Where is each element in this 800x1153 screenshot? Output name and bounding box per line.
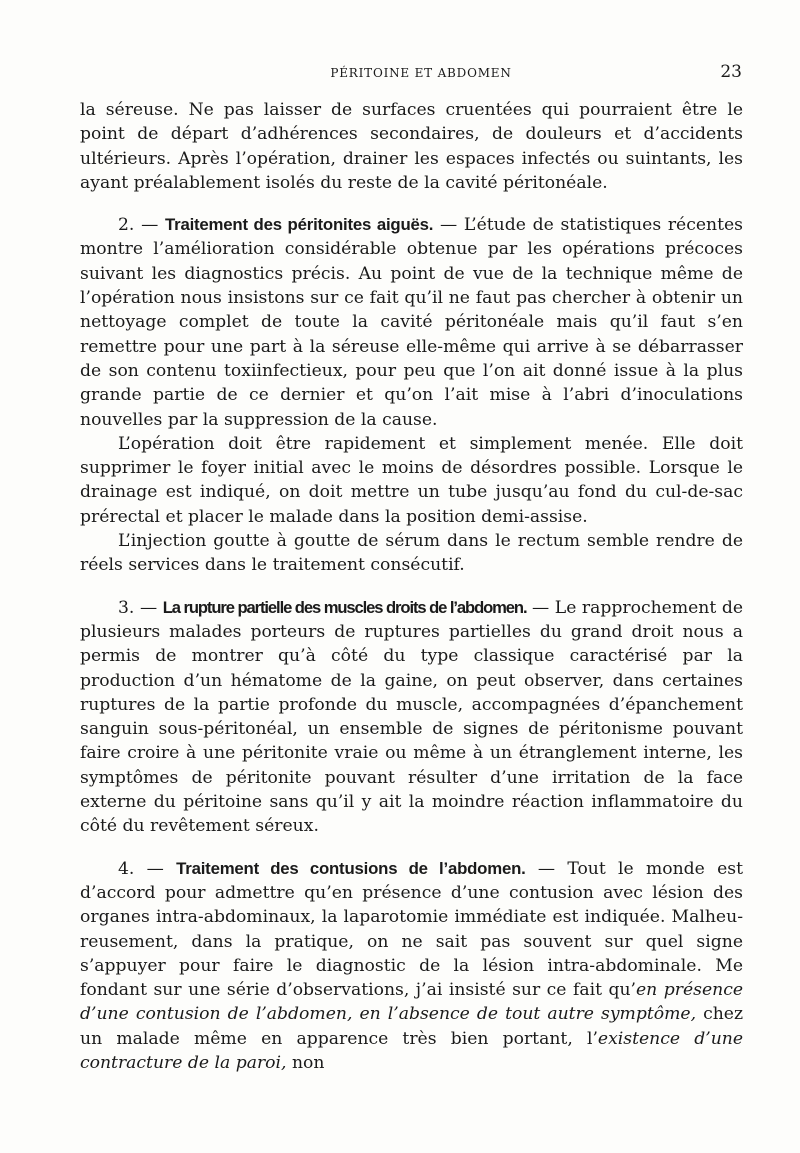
page-body [80, 98, 743, 1075]
section-4-text-c: non [286, 1052, 325, 1073]
section-4-emphasis-1: en présence d’une contusion de l’abdomen, en l’absence de tout autre symptôme, [80, 980, 743, 1025]
running-title: PÉRITOINE ET ABDOMEN [330, 66, 512, 80]
section-4-emphasis-2: existence d’une contracture de la paroi, [80, 1028, 744, 1073]
section-3-text: — Le rapprochement de plusieurs malades porteurs de ruptures partielles du grand droit nous a permis de montrer qu’à côté du type classique caractérisé par la production d’un hématome de la gaine, on peut observer, dans certaines ruptures de la partie profonde du muscle, accompagnées d’épanchement sanguin sous-péritonéal, un ensemble de signes de péritonisme pouvant faire croire à une péritonite vraie ou même à un étranglement interne, les symptômes de péritonite pouvant résulter d’une irritation de la face externe du péritoine sans qu’il y ait la moindre réaction inflammatoire du côté du revêtement séreux. [80, 597, 743, 837]
section-2-paragraph [80, 213, 743, 432]
section-2-number: 2. — [118, 215, 159, 236]
section-4-paragraph [80, 857, 743, 1076]
section-2-title: Traitement des péritonites aiguës. [164, 215, 434, 235]
section-2-paragraph-3: L’injection goutte à goutte de sérum dans le rectum semble rendre de réels services dans le traitement consécutif. [80, 531, 743, 576]
section-4-text-a: — Tout le monde est d’accord pour admettre qu’en présence d’une contusion avec lésion des organes intra-abdominaux, la laparotomie immédiate est indiquée. Malheureusement, dans la pratique, on ne sait pas souvent sur quel signe s’appuyer pour faire le diagnostic de la lésion intra-abdominale. Me fondant sur une série d’observations, j’ai insisté sur ce fait qu’ [80, 858, 744, 1001]
section-4-number: 4. — [118, 858, 164, 879]
page-number: 23 [720, 62, 742, 82]
running-head [80, 62, 742, 86]
section-2-text: — L’étude de statistiques récentes montre l’amélioration considérable obtenue par les opérations précoces suivant les diagnostics précis. Au point de vue de la technique même de l’opération nous insistons sur ce fait qu’il ne faut pas chercher à obtenir un nettoyage complet de toute la cavité péritonéale mais qu’il faut s’en remettre pour une part à la séreuse elle-même qui arrive à se débarrasser de son contenu toxiinfectieux, pour peu que l’on ait donné issue à la plus grande partie de ce dernier et qu’on l’ait mise à l’abri d’inoculations nouvelles par la suppression de la cause. [80, 215, 743, 430]
section-3-title: La rupture partielle des muscles droits de l’abdomen. [162, 597, 527, 617]
section-3-number: 3. — [118, 597, 158, 618]
section-3-paragraph [80, 596, 743, 839]
section-4-title: Traitement des contusions de l’abdomen. [176, 858, 526, 878]
paragraph-continuation: la séreuse. Ne pas laisser de surfaces cruentées qui pourraient être le point de départ d’adhérences secondaires, de douleurs et d’accidents ultérieurs. Après l’opération, drainer les espaces infectés ou suintants, les ayant préalablement isolés du reste de la cavité péritonéale. [80, 100, 743, 193]
section-4-text-b: chez un malade même en apparence très bien portant, l’ [80, 1004, 743, 1049]
section-2-paragraph-2: L’opération doit être rapidement et simplement menée. Elle doit supprimer le foyer initial avec le moins de désordres possible. Lorsque le drainage est indiqué, on doit mettre un tube jusqu’au fond du cul-de-sac prérectal et placer le malade dans la position demi-assise. [80, 433, 743, 527]
